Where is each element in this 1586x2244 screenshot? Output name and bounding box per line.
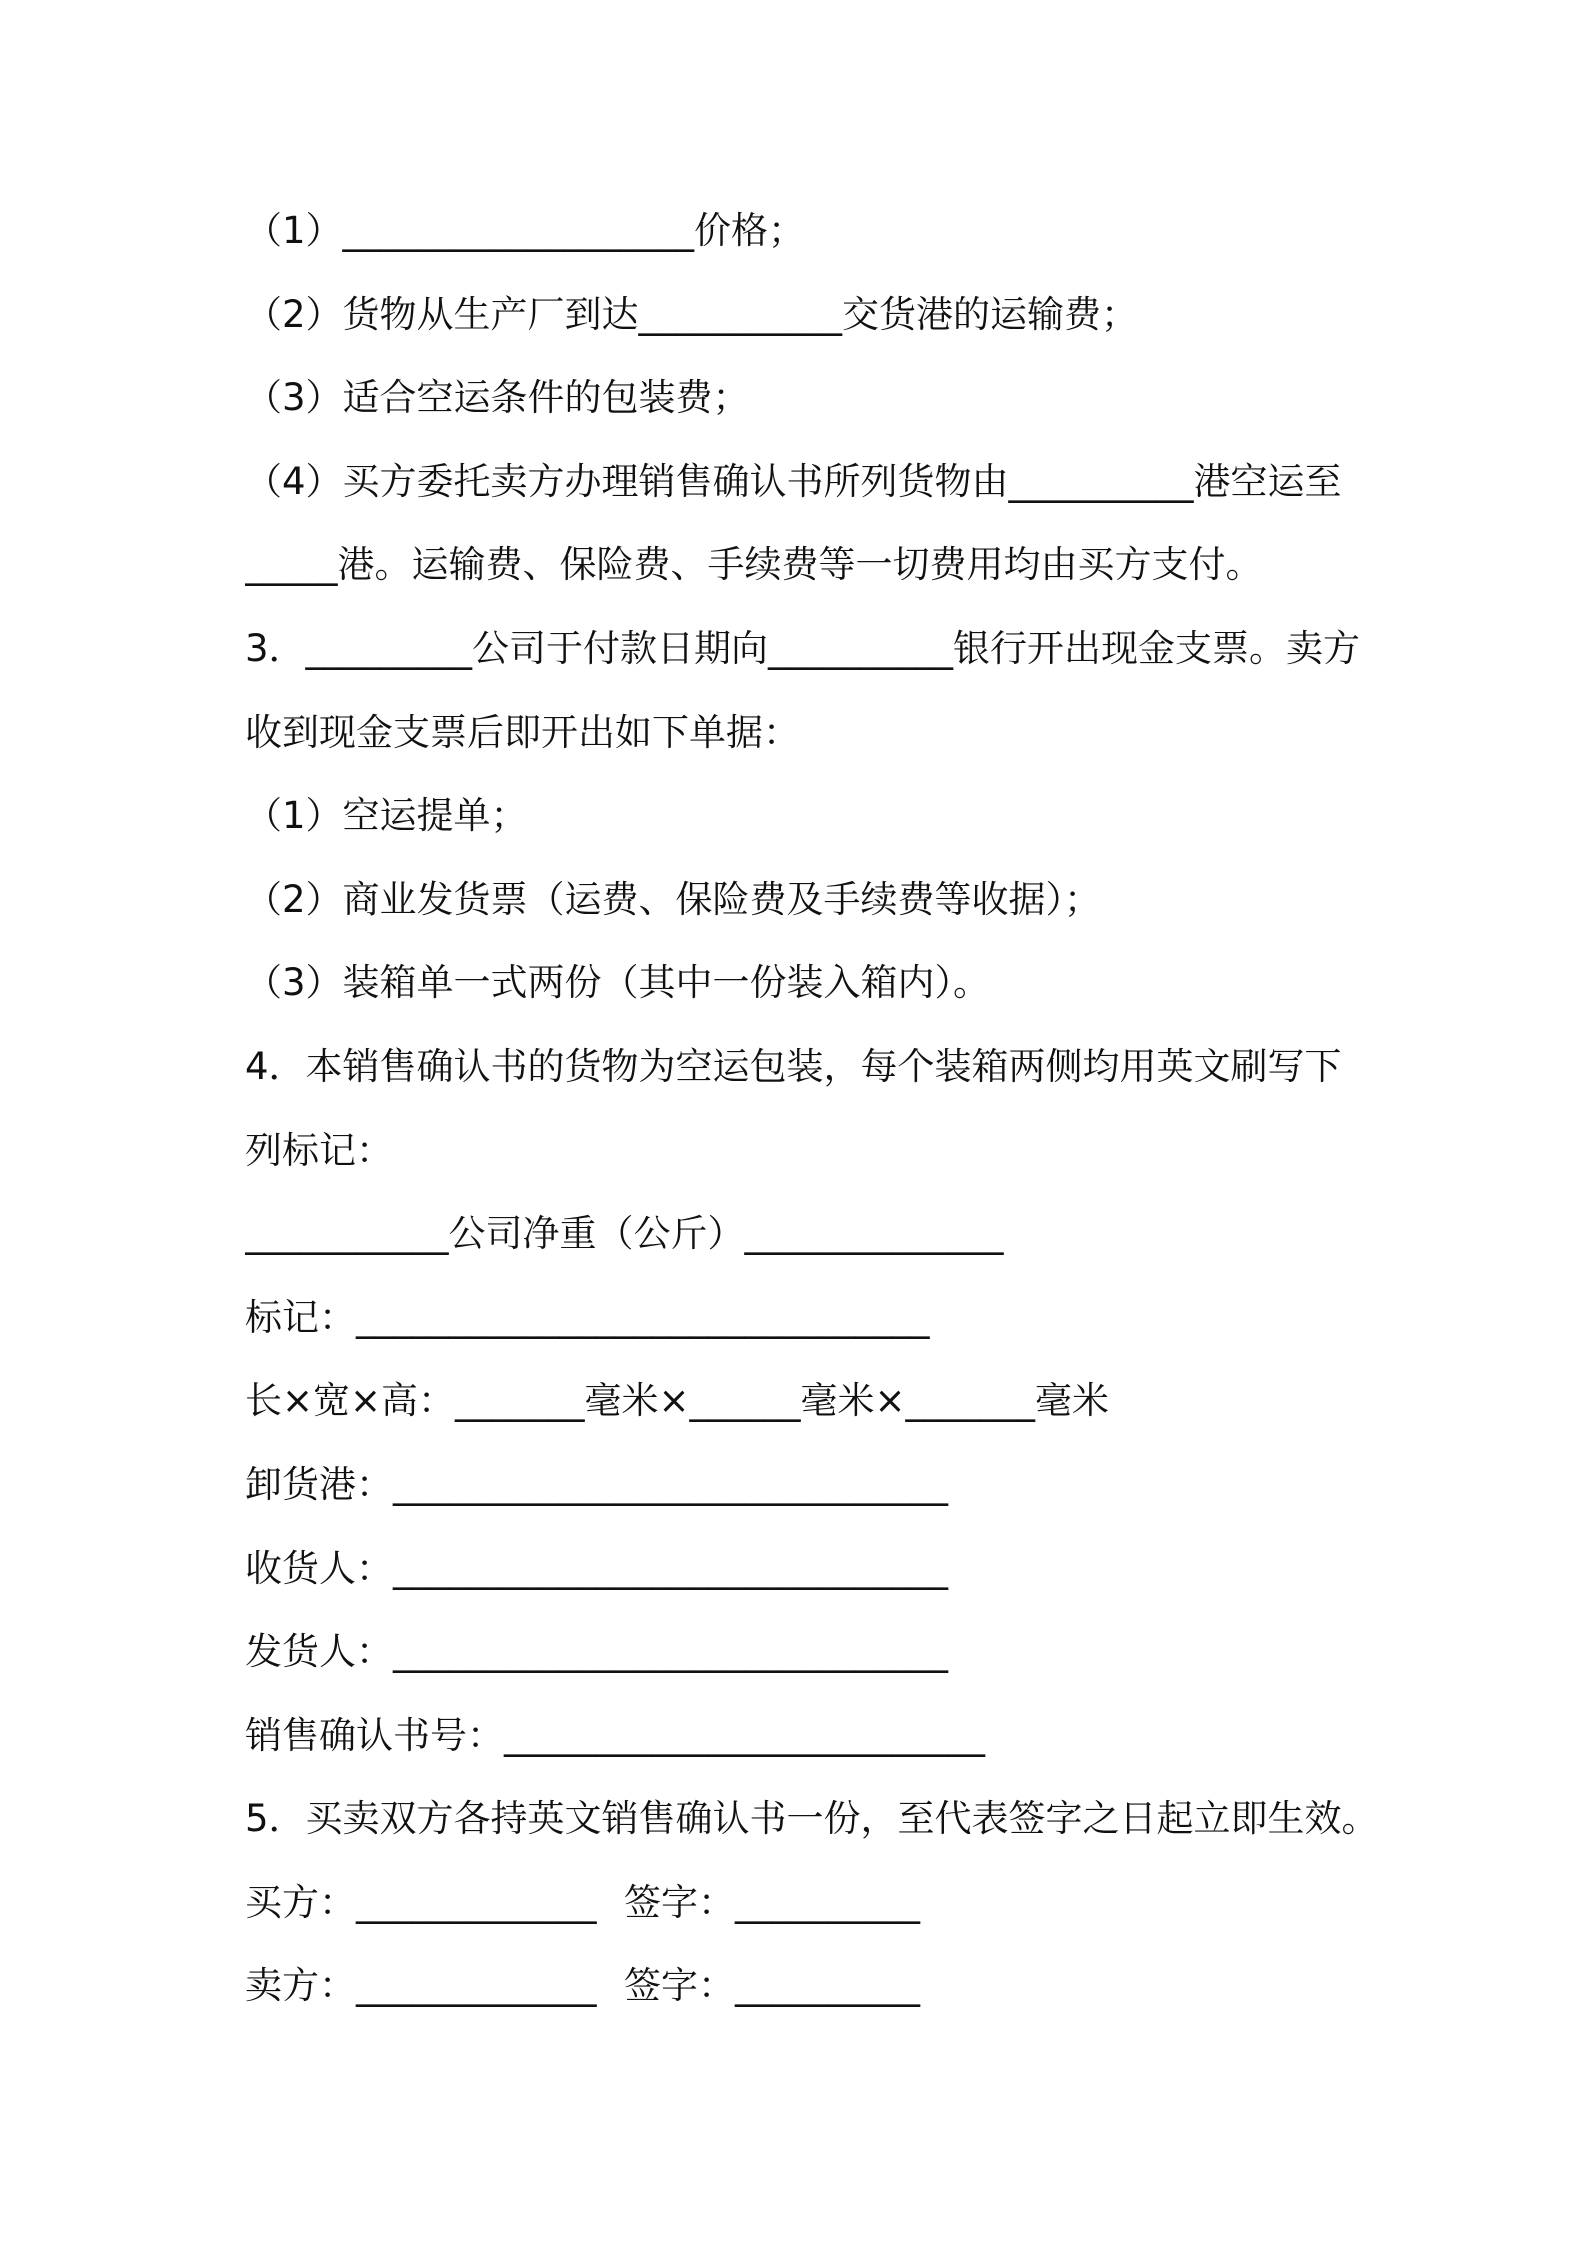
marking-clause-line: 列标记： [245, 1128, 393, 1172]
inland-freight-item: （2）货物从生产厂到达___________交货港的运输费； [245, 292, 1139, 336]
buyer-blank: _____________ [356, 1880, 597, 1924]
consignee-field-label: 收货人： [245, 1546, 393, 1590]
shipping-documents-list [245, 774, 1465, 1025]
confirmation-number-field-row [245, 1694, 1465, 1778]
validity-clause: 5．买卖双方各持英文销售确认书一份，至代表签字之日起立即生效。 [245, 1797, 1379, 1841]
air-freight-item [245, 440, 1465, 607]
price-term-item: （1）___________________价格； [245, 209, 806, 252]
consignee-field-row [245, 1527, 1465, 1611]
discharge-port-field-row [245, 1443, 1465, 1527]
dimensions-field-row [245, 1359, 1465, 1443]
packing-cost-item: （3）适合空运条件的包装费； [245, 376, 750, 420]
confirmation-number-field-label: 销售确认书号： [245, 1713, 504, 1757]
document-body [245, 189, 1465, 2028]
signature-block [245, 1861, 1465, 2028]
document-item: （1）空运提单； [245, 794, 528, 838]
payment-clause [245, 607, 1465, 1025]
payment-clause-line: 3．_________公司于付款日期向__________银行开出现金支票。卖方 [245, 626, 1361, 670]
marking-field-label: 标记： [245, 1295, 356, 1339]
consignee-field-blank: ______________________________ [393, 1546, 948, 1590]
company-net-weight-line: ___________公司净重（公斤）______________ [245, 1212, 1004, 1256]
seller-sign-label: 签字： [624, 1964, 735, 2008]
confirmation-number-field-blank: __________________________ [504, 1713, 985, 1757]
seller-sign-blank: __________ [735, 1964, 920, 2008]
shipper-field-blank: ______________________________ [393, 1630, 948, 1674]
payment-clause-line: 收到现金支票后即开出如下单据： [245, 710, 800, 754]
buyer-signature-row [245, 1861, 1465, 1945]
air-freight-item-line: _____港。运输费、保险费、手续费等一切费用均由买方支付。 [245, 543, 1263, 587]
seller-party [245, 1944, 624, 2028]
seller-blank: _____________ [356, 1964, 597, 2008]
marking-clause-line: 4．本销售确认书的货物为空运包装，每个装箱两侧均用英文刷写下 [245, 1044, 1342, 1088]
document-item: （2）商业发货票（运费、保险费及手续费等收据）； [245, 877, 1102, 921]
buyer-sign-blank: __________ [735, 1880, 920, 1924]
buyer-label: 买方： [245, 1880, 356, 1924]
seller-label: 卖方： [245, 1964, 356, 2008]
dimensions-field-label: 长×宽×高： [245, 1379, 456, 1423]
clause-2-items [245, 189, 1465, 607]
shipper-field-label: 发货人： [245, 1630, 393, 1674]
seller-signature-row [245, 1944, 1465, 2028]
discharge-port-field-label: 卸货港： [245, 1462, 393, 1506]
buyer-party [245, 1861, 624, 1945]
marking-field-blank: _______________________________ [356, 1295, 930, 1339]
marking-clause [245, 1025, 1465, 1777]
air-freight-item-line: （4）买方委托卖方办理销售确认书所列货物由__________港空运至 [245, 459, 1342, 503]
dimensions-field-blank: _______毫米×______毫米×_______毫米 [455, 1379, 1110, 1423]
shipper-field-row [245, 1610, 1465, 1694]
document-item: （3）装箱单一式两份（其中一份装入箱内）。 [245, 961, 991, 1005]
marking-field-row [245, 1276, 1465, 1360]
buyer-sign-label: 签字： [624, 1880, 735, 1924]
discharge-port-field-blank: ______________________________ [393, 1462, 948, 1506]
